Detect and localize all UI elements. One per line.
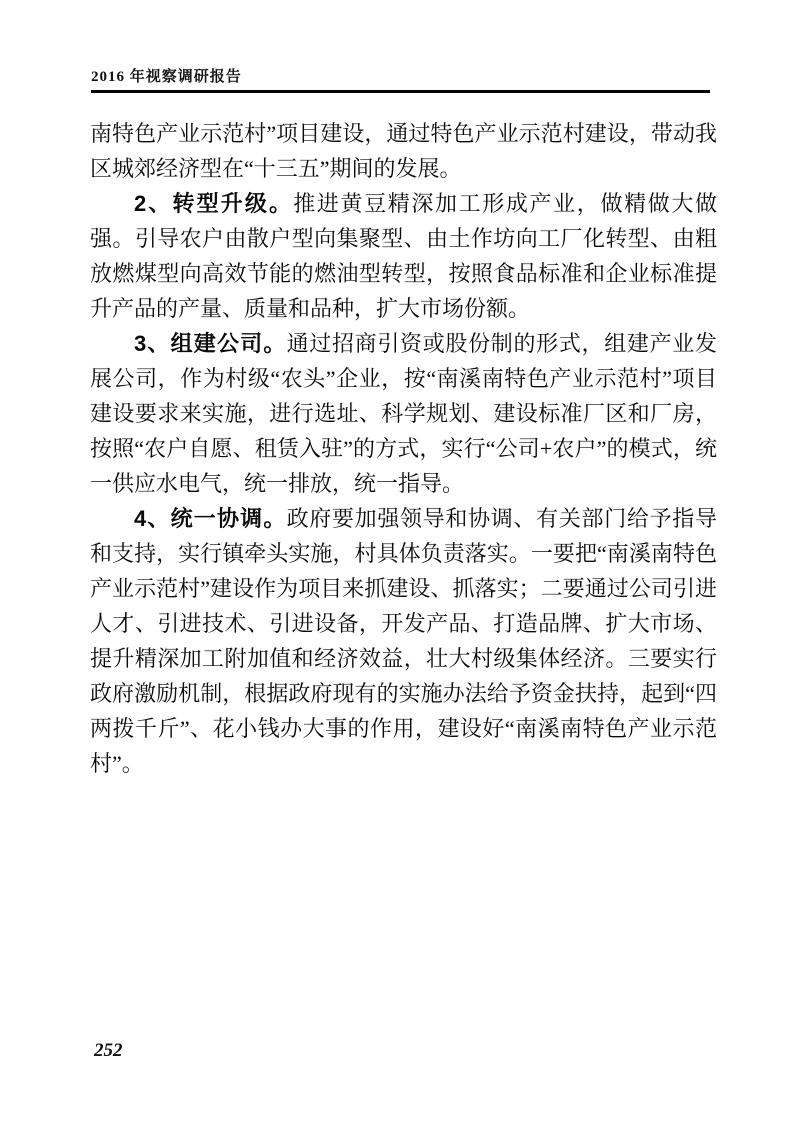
page-header bbox=[91, 65, 710, 86]
paragraph-text: 政府要加强领导和协调、有关部门给予指导和支持，实行镇牵头实施，村具体负责落实。一要把“南溪南特色产业示范村”建设作为项目来抓建设、抓落实；二要通过公司引进人才、引进技术、引进设备，开发产品、打造品牌、扩大市场、提升精深加工附加值和经济效益，壮大村级集体经济。三要实行政府激励机制，根据政府现有的实施办法给予资金扶持，起到“四两拨千斤”、花小钱办大事的作用，建设好“南溪南特色产业示范村”。 bbox=[90, 506, 717, 776]
paragraph-lead: 3、组建公司。 bbox=[134, 331, 287, 356]
header-rule bbox=[91, 90, 710, 93]
paragraph-lead: 2、转型升级。 bbox=[134, 191, 294, 216]
paragraph-4 bbox=[90, 501, 717, 781]
paragraph-text: 通过招商引资或股份制的形式，组建产业发展公司，作为村级“农头”企业，按“南溪南特色产业示范村”项目建设要求来实施，进行选址、科学规划、建设标准厂区和厂房，按照“农户自愿、租赁入驻”的方式，实行“公司+农户”的模式，统一供应水电气，统一排放，统一指导。 bbox=[90, 331, 717, 496]
document-body bbox=[90, 116, 717, 781]
paragraph-2 bbox=[90, 186, 717, 326]
paragraph-text: 南特色产业示范村”项目建设，通过特色产业示范村建设，带动我区城郊经济型在“十三五”期间的发展。 bbox=[90, 121, 717, 181]
page-number: 252 bbox=[94, 1040, 123, 1061]
paragraph-continuation bbox=[90, 116, 717, 186]
paragraph-lead: 4、统一协调。 bbox=[134, 506, 287, 531]
paragraph-3 bbox=[90, 326, 717, 501]
paragraph-text: 推进黄豆精深加工形成产业，做精做大做强。引导农户由散户型向集聚型、由土作坊向工厂化转型、由粗放燃煤型向高效节能的燃油型转型，按照食品标准和企业标准提升产品的产量、质量和品种，扩大市场份额。 bbox=[90, 191, 717, 321]
header-title: 2016 年视察调研报告 bbox=[91, 69, 242, 85]
